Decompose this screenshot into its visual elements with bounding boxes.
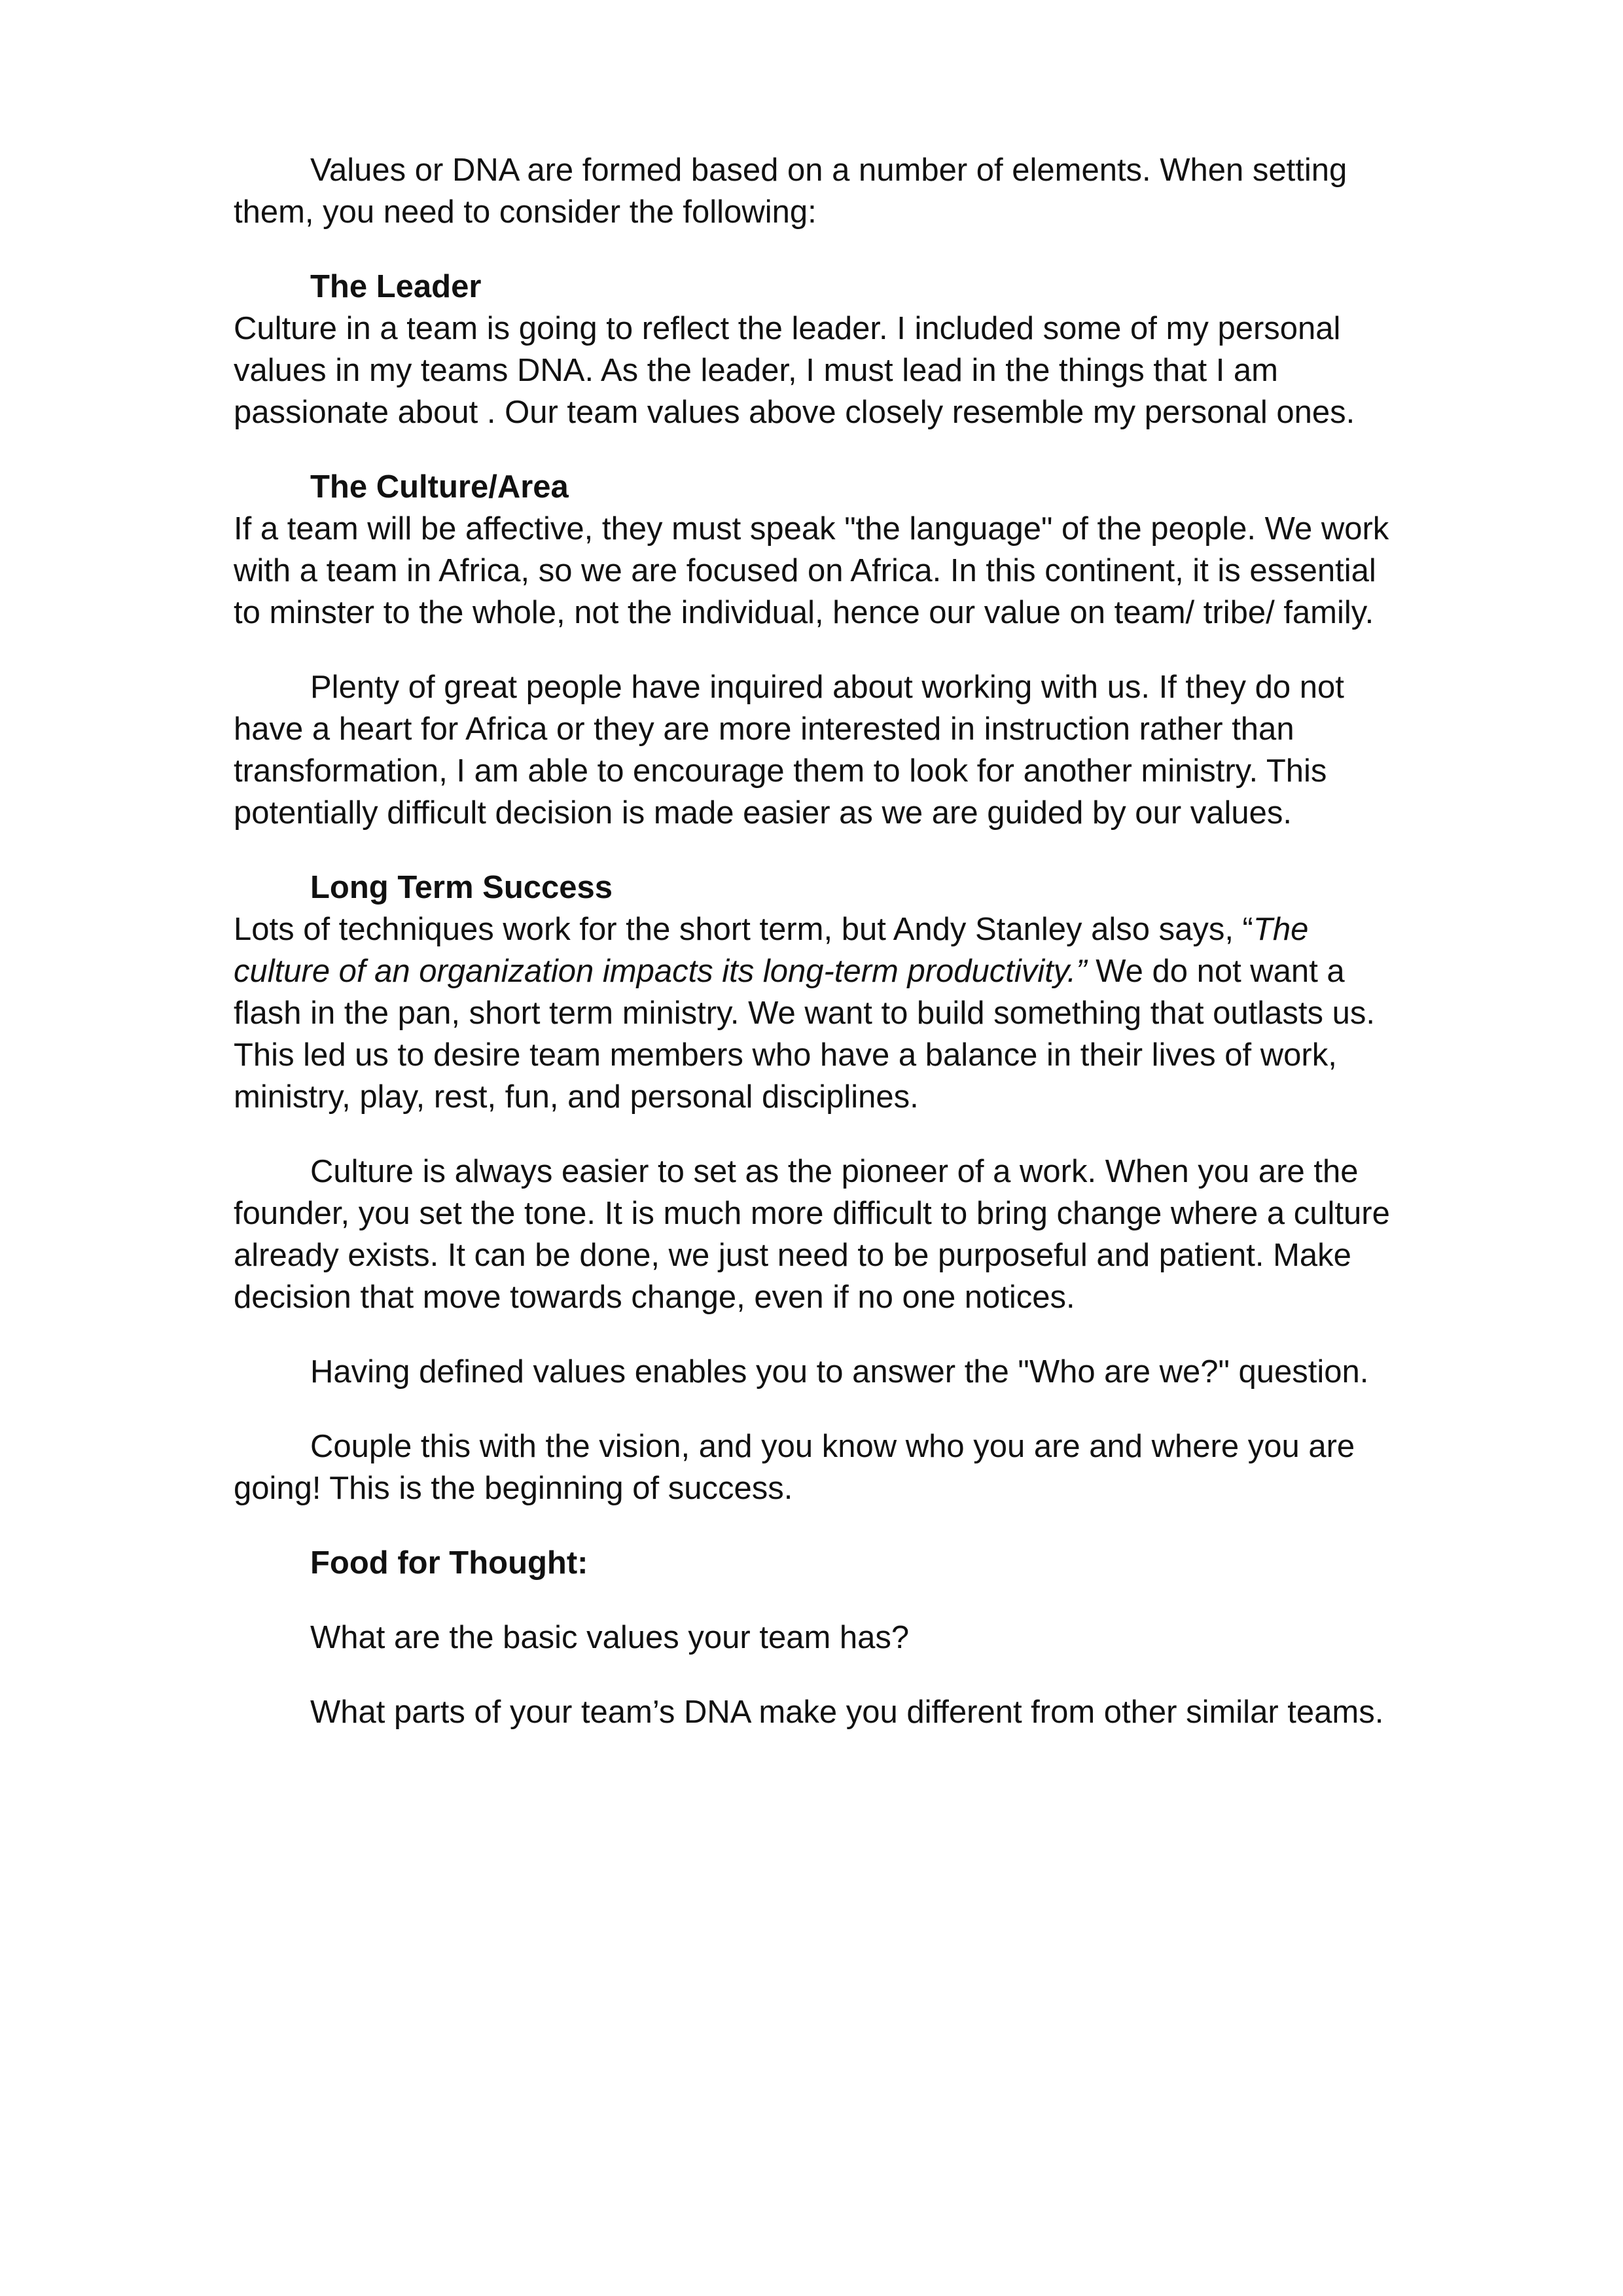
long-term-text-before-quote: Lots of techniques work for the short term, but Andy Stanley also says, “ — [234, 912, 1253, 947]
culture-area-followup-paragraph: Plenty of great people have inquired about working with us. If they do not have a heart for Africa or they are more interested in instruction rather than transformation, I am able to encourage them to look for another ministry. This potentially difficult decision is made easier as we are guided by our values. — [234, 670, 1344, 831]
who-are-we-paragraph: Having defined values enables you to answer the "Who are we?" question. — [310, 1354, 1369, 1390]
intro-paragraph: Values or DNA are formed based on a number of elements. When setting them, you need to consider the following: — [234, 152, 1347, 230]
long-term-text-after-quote: We do not want a flash in the pan, short term ministry. We want to build something that outlasts us. This led us to desire team members who have a balance in their lives of work, ministry, play, rest, fun, and personal disciplines. — [234, 954, 1375, 1115]
question-1: What are the basic values your team has? — [310, 1620, 910, 1655]
pioneer-paragraph: Culture is always easier to set as the pioneer of a work. When you are the founder, you set the tone. It is much more difficult to bring change where a culture already exists. It can be done, we just need to be purposeful and patient. Make decision that move towards change, even if no one notices. — [234, 1154, 1390, 1315]
heading-food-for-thought: Food for Thought: — [310, 1545, 588, 1581]
heading-the-leader: The Leader — [310, 269, 482, 304]
question-2: What parts of your team’s DNA make you different from other similar teams. — [310, 1695, 1384, 1730]
vision-paragraph: Couple this with the vision, and you know who you are and where you are going! This is the beginning of success. — [234, 1429, 1355, 1506]
leader-paragraph: Culture in a team is going to reflect the leader. I included some of my personal values in my teams DNA. As the leader, I must lead in the things that I am passionate about . Our team values above closely resemble my personal ones. — [234, 311, 1355, 430]
document-page — [234, 149, 1412, 1766]
culture-area-paragraph: If a team will be affective, they must speak "the language" of the people. We work with a team in Africa, so we are focused on Africa. In this continent, it is essential to minster to the whole, not the individual, hence our value on team/ tribe/ family. — [234, 511, 1389, 630]
andy-stanley-quote: The culture of an organization impacts its long-term productivity.” — [234, 912, 1309, 989]
heading-culture-area: The Culture/Area — [310, 469, 569, 505]
long-term-paragraph — [234, 908, 1412, 1118]
heading-long-term-success: Long Term Success — [310, 870, 613, 905]
